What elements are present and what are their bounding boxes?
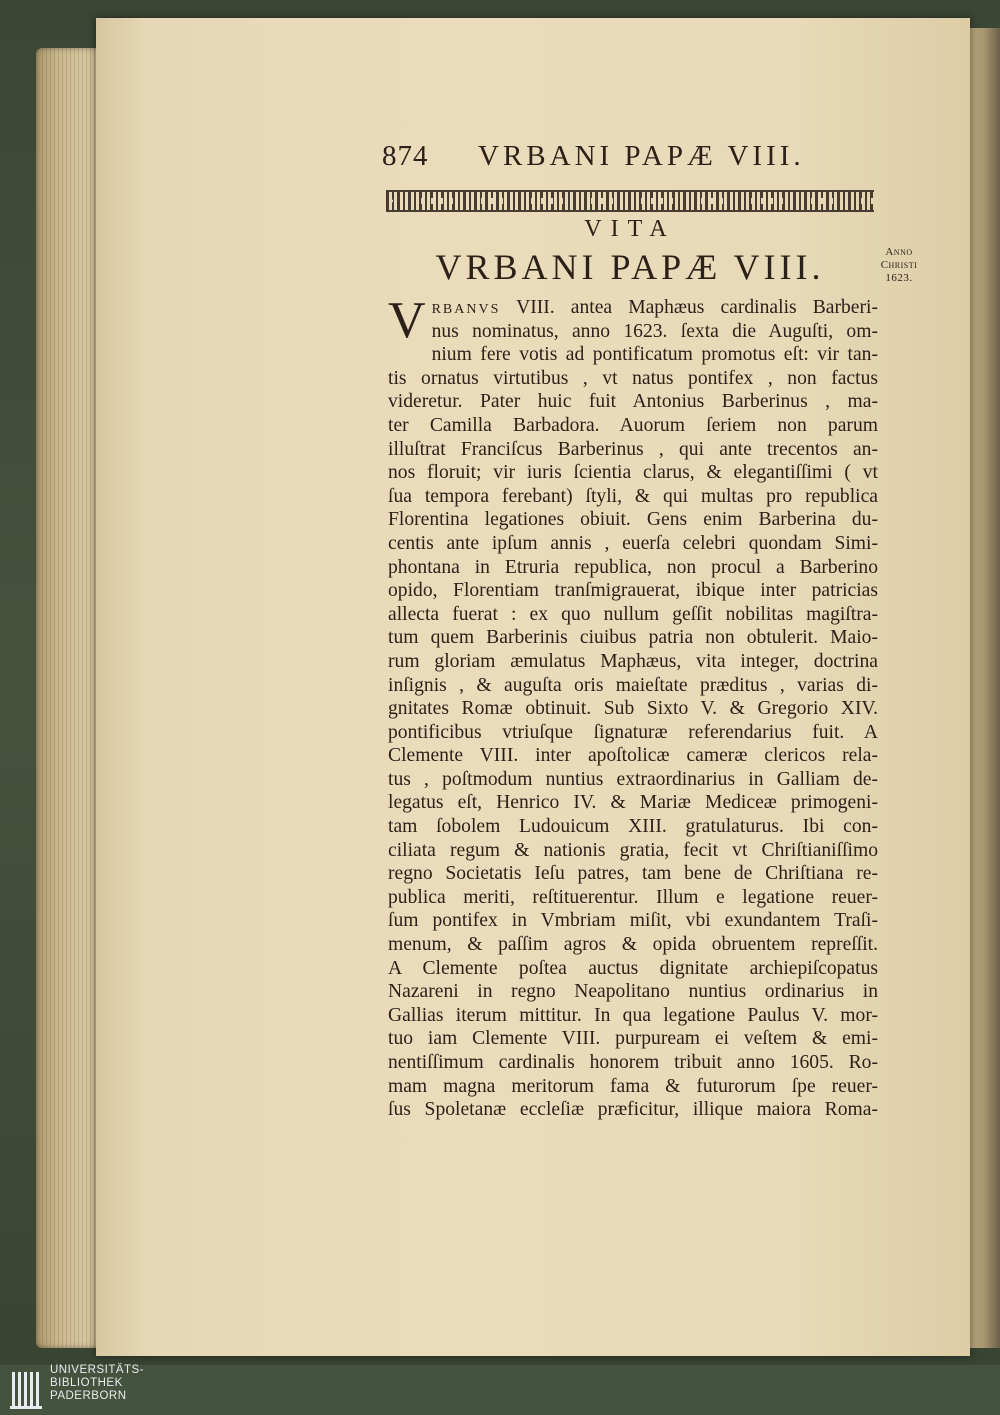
text-line: regno Societatis Ieſu patres, tam bene de Chriſtiana re- [388,863,878,885]
text-line: allecta fuerat : ex quo nullum geſſit nobilitas magiſtra- [388,603,878,625]
text-line: illuſtrat Franciſcus Barberinus , qui ante trecentos an- [388,438,878,460]
text-line: tuo iam Clemente VIII. purpuream ei veſtem & emi- [388,1028,878,1050]
text-line: A Clemente poſtea auctus dignitate archiepiſcopatus [388,957,878,979]
text-line: nos floruit; vir iuris ſcientia clarus, & elegantiſſimi ( vt [388,462,878,484]
text-line: Gallias iterum mittitur. In qua legatione Paulus V. mor- [388,1004,878,1026]
text-line: inſignis , & auguſta oris maieſtate præditus , varias di- [388,674,878,696]
drop-cap: V [388,292,426,349]
first-word: rbanvs [431,297,501,318]
text-line: ter Camilla Barbadora. Auorum ſeriem non parum [388,414,878,436]
text-line: tis ornatus virtutibus , vt natus pontifex , non factus [388,367,878,389]
text-line: ciliata regum & nationis gratia, fecit vt Chriſtianiſſimo [388,839,878,861]
margin-note-line: Christi [880,259,918,271]
text-line: Nazareni in regno Neapolitano nuntius ordinarius in [388,981,878,1003]
decorative-ornament-band [386,190,874,212]
text-line: Clemente VIII. inter apoſtolicæ cameræ clericos rela- [388,745,878,767]
text-line: ſum pontifex in Vmbriam miſit, vbi exundantem Traſi- [388,910,878,932]
chapter-title: VRBANI PAPÆ VIII. [435,247,825,287]
text-line: centis ante ipſum annis , euerſa celebri quondam Simi- [388,532,878,554]
running-title: VRBANI PAPÆ VIII. [478,140,805,172]
text-line: ſus Spoletanæ eccleſiæ præficitur, illique maiora Roma- [388,1099,878,1121]
footer-bar [0,1365,1000,1415]
text-line: publica meriti, reſtituerentur. Illum e legatione reuer- [388,886,878,908]
text-line: mam magna meritorum fama & futurorum ſpe reuer- [388,1075,878,1097]
library-logo-text [50,1364,144,1403]
text-line: rum gloriam æmulatus Maphæus, vita integer, doctrina [388,650,878,672]
logo-line: UNIVERSITÄTS- [50,1364,145,1376]
text-line: pontificibus vtriuſque ſignaturæ referendarius fuit. A [388,721,878,743]
text-line: Florentina legationes obiuit. Gens enim Barberina du- [388,509,878,531]
logo-line: PADERBORN [50,1390,127,1402]
text-line: legatus eſt, Henrico IV. & Mariæ Mediceæ primogeni- [388,792,878,814]
text-line: nentiſſimum cardinalis honorem tribuit anno 1605. Ro- [388,1052,878,1073]
text-line: gnitates Romæ obtinuit. Sub Sixto V. & Gregorio XIV. [388,698,878,720]
line-text: VIII. antea Maphæus cardinalis Barberi- [500,297,878,318]
text-line: tus , poſtmodum nuntius extraordinarius in Galliam de- [388,768,878,790]
section-label: VITA [584,216,676,242]
library-logo-icon [10,1370,42,1410]
running-header [382,140,862,180]
text-line: videretur. Pater huic fuit Antonius Barberinus , ma- [388,391,878,413]
margin-note-line: 1623. [885,272,913,284]
text-line: phontana in Etruria republica, non procul a Barberino [388,556,878,578]
margin-note-line: Anno [885,246,913,258]
text-line: ſua tempora ferebant) ſtyli, & qui multas pro republica [388,485,878,507]
text-line: tum quem Barberinis ciuibus patria non obtulerit. Maio- [388,627,878,649]
body-text [388,292,878,1122]
text-line: tam ſobolem Ludouicum XIII. gratulaturus. Ibi con- [388,816,878,838]
text-line: opido, Florentiam tranſmigrauerat, ibique inter patricias [388,580,878,602]
margin-note [868,246,930,285]
text-line: menum, & paſſim agros & opida obruentem repreſſit. [388,934,878,956]
text-line: nium fere votis ad pontificatum promotus eſt: vir tan- [431,344,878,366]
page-number: 874 [382,140,429,172]
text-line [388,296,878,320]
text-line: nus nominatus, anno 1623. ſexta die Auguſti, om- [431,320,878,342]
logo-line: BIBLIOTHEK [50,1377,123,1389]
